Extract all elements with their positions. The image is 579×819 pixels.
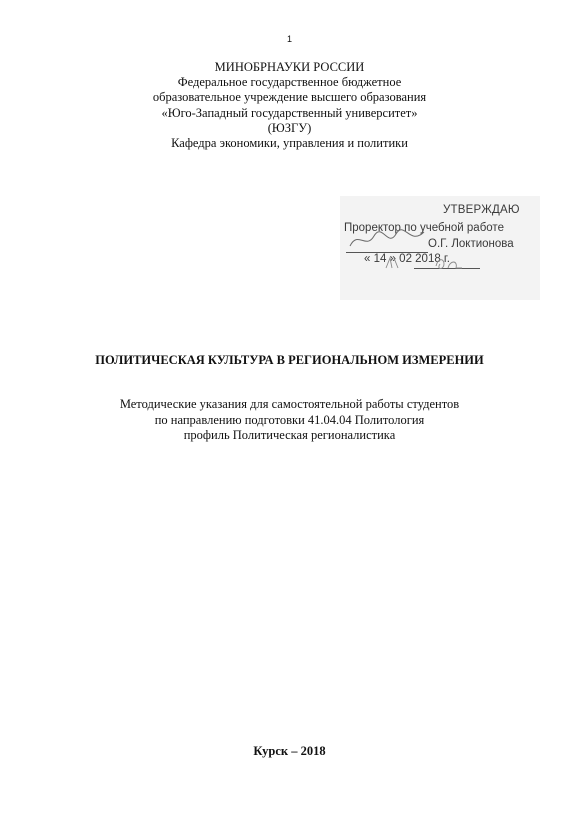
university-abbreviation: (ЮЗГУ) — [267, 120, 312, 135]
handwritten-date-icon — [380, 254, 480, 272]
department-name: Кафедра экономики, управления и политики — [171, 136, 408, 151]
approver-position: Проректор по учебной работе — [344, 222, 504, 234]
document-title: ПОЛИТИЧЕСКАЯ КУЛЬТУРА В РЕГИОНАЛЬНОМ ИЗМЕРЕНИИ — [95, 353, 484, 367]
university-name: «Юго-Западный государственный университет» — [161, 105, 418, 120]
institution-line-2: образовательное учреждение высшего образования — [152, 90, 427, 105]
institution-line-1: Федеральное государственное бюджетное — [177, 75, 402, 90]
city-year: Курск – 2018 — [253, 744, 326, 758]
document-subtitle — [0, 397, 579, 444]
ministry-name: МИНОБРНАУКИ РОССИИ — [214, 60, 365, 74]
subtitle-line-1: Методические указания для самостоятельной работы студентов — [119, 397, 460, 411]
page-number: 1 — [286, 34, 292, 44]
approval-stamp — [340, 196, 540, 300]
approval-date: « 14 » 02 2018 г. — [364, 253, 450, 265]
signature-underline — [346, 252, 428, 253]
approver-name: О.Г. Локтионова — [428, 238, 514, 250]
subtitle-line-2: по направлению подготовки 41.04.04 Политология — [154, 412, 425, 427]
signature-icon — [348, 228, 428, 252]
subtitle-line-3: профиль Политическая регионалистика — [183, 428, 396, 442]
document-header — [0, 60, 579, 151]
approval-title: УТВЕРЖДАЮ — [443, 204, 520, 216]
